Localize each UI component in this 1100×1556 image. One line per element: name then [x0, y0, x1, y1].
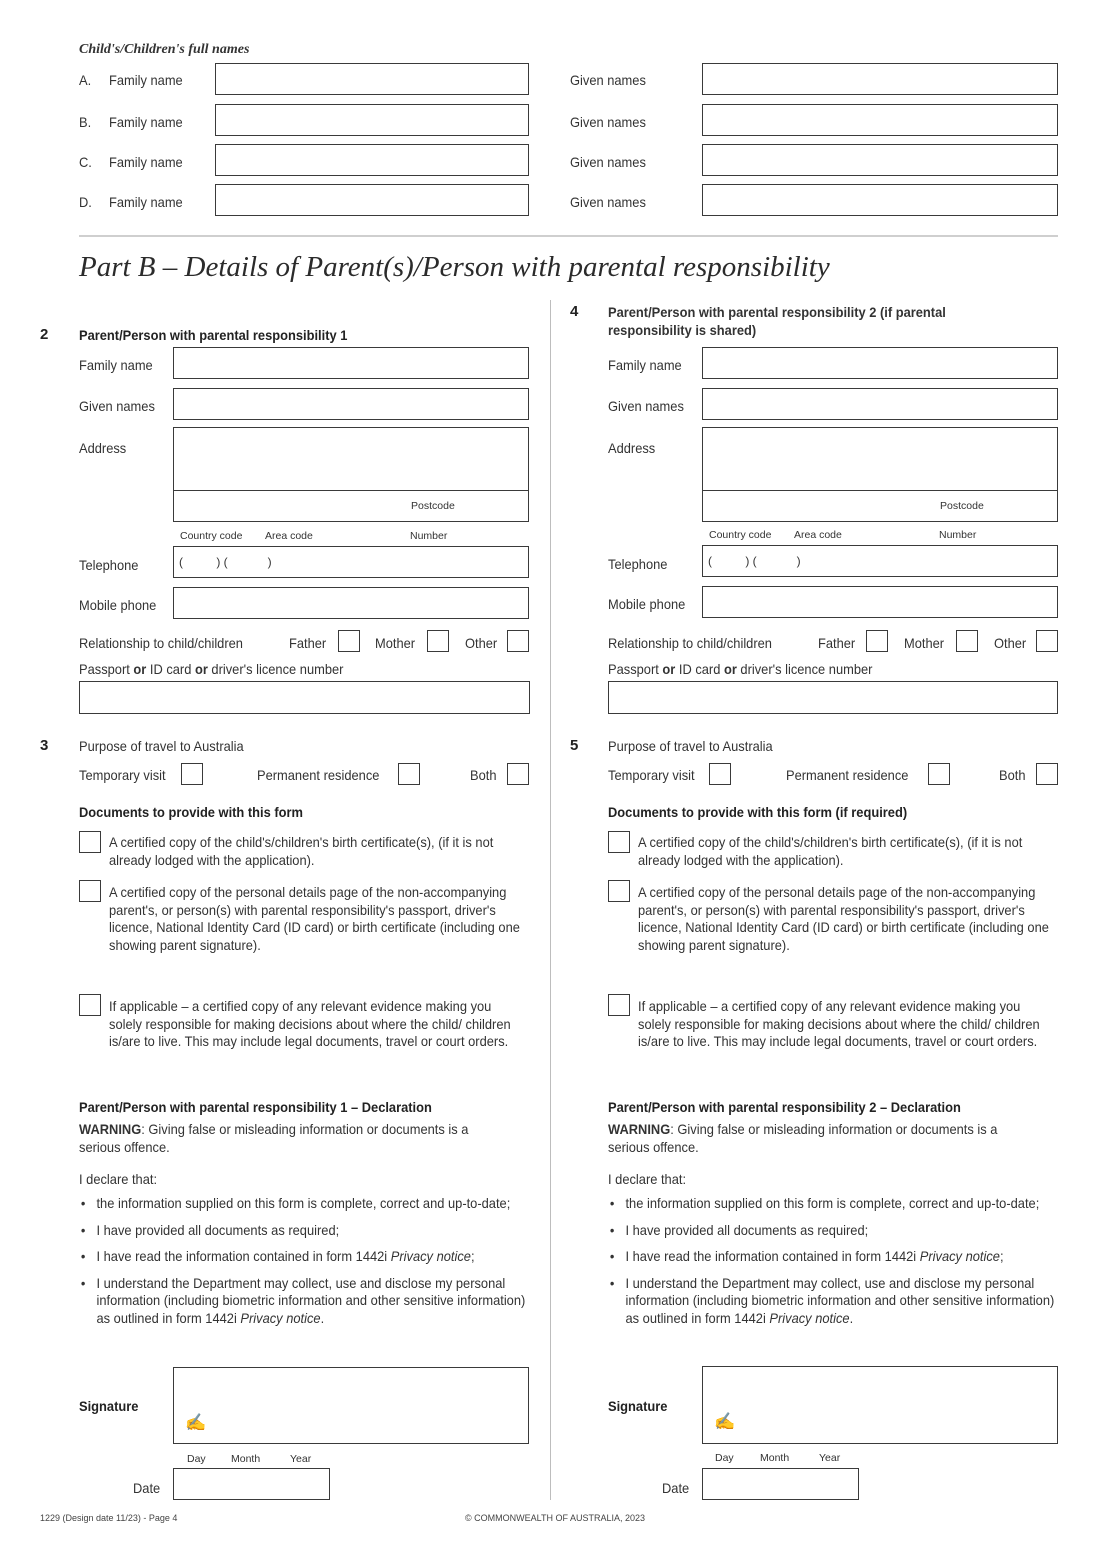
p2-doc3-text: If applicable – a certified copy of any relevant evidence making you solely responsible for making decisions about where the child/ children is/are to live. This may include legal documents, travel or court orders.	[638, 998, 1040, 1049]
row-letter-b: B.	[79, 114, 92, 130]
family-name-field-b[interactable]	[215, 104, 529, 136]
p2-address-line-3[interactable]	[702, 490, 1058, 522]
section-3-number: 3	[40, 737, 49, 754]
p2-address-line-2[interactable]	[702, 458, 1058, 491]
p1-purpose-label: Purpose of travel to Australia	[79, 738, 244, 754]
family-name-label-c: Family name	[109, 154, 183, 170]
p1-mobile-label: Mobile phone	[79, 597, 157, 613]
p2-doc1-checkbox[interactable]	[608, 831, 630, 853]
section-2-title: Parent/Person with parental responsibility 1	[79, 327, 348, 343]
p1-temporary-visit-checkbox[interactable]	[181, 763, 203, 785]
row-letter-c: C.	[79, 154, 92, 170]
p1-number-label: Number	[410, 530, 448, 542]
p1-date-label: Date	[133, 1480, 161, 1496]
p1-area-code-label: Area code	[265, 530, 313, 542]
p2-father-checkbox[interactable]	[866, 630, 888, 652]
p2-mobile-field[interactable]	[702, 586, 1058, 618]
p1-address-label: Address	[79, 440, 127, 456]
p1-declare-label: I declare that:	[79, 1171, 158, 1187]
p1-other-checkbox[interactable]	[507, 630, 529, 652]
p2-doc2-text: A certified copy of the personal details page of the non-accompanying parent's, or person(s) with parental responsibility's passport, driver's licence, National Identity Card (ID card) or birth certificate (including one showing parent signature).	[638, 884, 1049, 953]
p2-date-label: Date	[662, 1480, 690, 1496]
p2-passport-label: Passport or ID card or driver's licence number	[608, 661, 873, 677]
p2-passport-field[interactable]	[608, 681, 1058, 714]
p1-signature-label: Signature	[79, 1398, 139, 1414]
p2-telephone-label: Telephone	[608, 556, 668, 572]
p2-other-checkbox[interactable]	[1036, 630, 1058, 652]
p1-both-checkbox[interactable]	[507, 763, 529, 785]
p1-mother-label: Mother	[375, 635, 416, 651]
p1-address-line-1[interactable]	[173, 427, 529, 459]
p1-family-name-label: Family name	[79, 357, 153, 373]
p1-doc1-checkbox[interactable]	[79, 831, 101, 853]
p2-country-code-label: Country code	[709, 529, 772, 541]
p1-father-label: Father	[289, 635, 327, 651]
p1-month-label: Month	[231, 1453, 261, 1465]
p2-day-label: Day	[715, 1452, 734, 1464]
p2-father-label: Father	[818, 635, 856, 651]
family-name-label-b: Family name	[109, 114, 183, 130]
given-names-label-c: Given names	[570, 154, 646, 170]
family-name-field-d[interactable]	[215, 184, 529, 216]
p2-postcode-label: Postcode	[940, 500, 984, 512]
given-names-field-a[interactable]	[702, 63, 1058, 95]
p1-temporary-visit-label: Temporary visit	[79, 767, 166, 783]
p2-family-name-field[interactable]	[702, 347, 1058, 379]
p1-docs-heading: Documents to provide with this form	[79, 804, 303, 820]
p1-family-name-field[interactable]	[173, 347, 529, 379]
p1-year-label: Year	[290, 1453, 312, 1465]
section-2-number: 2	[40, 326, 49, 343]
p2-signature-label: Signature	[608, 1398, 668, 1414]
p1-passport-label: Passport or ID card or driver's licence number	[79, 661, 344, 677]
p2-family-name-label: Family name	[608, 357, 682, 373]
column-divider	[550, 300, 551, 1500]
given-names-field-d[interactable]	[702, 184, 1058, 216]
p2-temporary-visit-checkbox[interactable]	[709, 763, 731, 785]
p1-date-field[interactable]	[173, 1468, 330, 1500]
p1-warning-text: WARNING: Giving false or misleading information or documents is a serious offence.	[79, 1121, 469, 1155]
part-b-title: Part B – Details of Parent(s)/Person with parental responsibility	[79, 251, 830, 283]
p1-mother-checkbox[interactable]	[427, 630, 449, 652]
p2-given-names-field[interactable]	[702, 388, 1058, 420]
p2-year-label: Year	[819, 1452, 841, 1464]
p2-doc1-text: A certified copy of the child's/children's birth certificate(s), (if it is not already lodged with the application).	[638, 834, 1023, 868]
p1-signature-field[interactable]	[173, 1367, 529, 1444]
p2-bullet-1: • the information supplied on this form is complete, correct and up-to-date;	[608, 1195, 1063, 1213]
p2-telephone-pattern: ( ) ( )	[708, 554, 801, 568]
p2-relationship-label: Relationship to child/children	[608, 635, 772, 651]
signature-pen-icon: ✍	[714, 1412, 736, 1431]
p2-temporary-visit-label: Temporary visit	[608, 767, 695, 783]
p2-signature-field[interactable]	[702, 1366, 1058, 1444]
row-letter-a: A.	[79, 72, 92, 88]
p2-declaration-list	[608, 1195, 1063, 1336]
p2-area-code-label: Area code	[794, 529, 842, 541]
p1-bullet-3: • I have read the information contained in form 1442i Privacy notice;	[79, 1248, 534, 1266]
p2-declare-label: I declare that:	[608, 1171, 687, 1187]
p1-telephone-pattern: ( ) ( )	[179, 555, 272, 569]
footer-form-id: 1229 (Design date 11/23) - Page 4	[40, 1513, 178, 1523]
p2-warning-text: WARNING: Giving false or misleading information or documents is a serious offence.	[608, 1121, 998, 1155]
p2-permanent-residence-label: Permanent residence	[786, 767, 909, 783]
p1-address-line-3[interactable]	[173, 490, 529, 522]
p1-permanent-residence-label: Permanent residence	[257, 767, 380, 783]
p2-docs-heading: Documents to provide with this form (if required)	[608, 804, 908, 820]
p1-mobile-field[interactable]	[173, 587, 529, 619]
given-names-field-c[interactable]	[702, 144, 1058, 176]
p2-doc2-checkbox[interactable]	[608, 880, 630, 902]
section-4-number: 4	[570, 303, 579, 320]
p2-mother-checkbox[interactable]	[956, 630, 978, 652]
p2-date-field[interactable]	[702, 1468, 859, 1500]
p1-day-label: Day	[187, 1453, 206, 1465]
p2-given-names-label: Given names	[608, 398, 684, 414]
p1-declaration-heading: Parent/Person with parental responsibility 1 – Declaration	[79, 1099, 432, 1115]
p2-other-label: Other	[994, 635, 1027, 651]
section-5-number: 5	[570, 737, 579, 754]
row-letter-d: D.	[79, 194, 92, 210]
section-4-title: Parent/Person with parental responsibility 2 (if parental responsibility is shared)	[608, 304, 946, 338]
family-name-label-d: Family name	[109, 194, 183, 210]
p1-telephone-label: Telephone	[79, 557, 139, 573]
p2-permanent-residence-checkbox[interactable]	[928, 763, 950, 785]
p2-mother-label: Mother	[904, 635, 945, 651]
family-name-field-a[interactable]	[215, 63, 529, 95]
children-names-heading: Child's/Children's full names	[79, 42, 250, 57]
p1-both-label: Both	[470, 767, 497, 783]
p2-declaration-heading: Parent/Person with parental responsibility 2 – Declaration	[608, 1099, 961, 1115]
p1-given-names-field[interactable]	[173, 388, 529, 420]
p1-declaration-list	[79, 1195, 534, 1336]
p1-other-label: Other	[465, 635, 498, 651]
p2-doc3-checkbox[interactable]	[608, 994, 630, 1016]
signature-pen-icon: ✍	[185, 1413, 207, 1432]
p1-postcode-label: Postcode	[411, 500, 455, 512]
p2-both-label: Both	[999, 767, 1026, 783]
p2-month-label: Month	[760, 1452, 790, 1464]
p1-given-names-label: Given names	[79, 398, 155, 414]
p1-doc2-text: A certified copy of the personal details page of the non-accompanying parent's, or person(s) with parental responsibility's passport, driver's licence, National Identity Card (ID card) or birth certificate (including one showing parent signature).	[109, 884, 520, 953]
p1-doc1-text: A certified copy of the child's/children's birth certificate(s), (if it is not already lodged with the application).	[109, 834, 494, 868]
given-names-label-d: Given names	[570, 194, 646, 210]
p1-permanent-residence-checkbox[interactable]	[398, 763, 420, 785]
p1-doc2-checkbox[interactable]	[79, 880, 101, 902]
footer-copyright: © COMMONWEALTH OF AUSTRALIA, 2023	[465, 1513, 645, 1523]
given-names-label-b: Given names	[570, 114, 646, 130]
p1-bullet-2: • I have provided all documents as required;	[79, 1222, 534, 1240]
p1-relationship-label: Relationship to child/children	[79, 635, 243, 651]
p2-purpose-label: Purpose of travel to Australia	[608, 738, 773, 754]
p1-country-code-label: Country code	[180, 530, 243, 542]
given-names-field-b[interactable]	[702, 104, 1058, 136]
family-name-field-c[interactable]	[215, 144, 529, 176]
p1-doc3-checkbox[interactable]	[79, 994, 101, 1016]
p2-address-label: Address	[608, 440, 656, 456]
p2-bullet-2: • I have provided all documents as required;	[608, 1222, 1063, 1240]
p1-bullet-1: • the information supplied on this form is complete, correct and up-to-date;	[79, 1195, 534, 1213]
p2-number-label: Number	[939, 529, 977, 541]
p2-mobile-label: Mobile phone	[608, 596, 686, 612]
given-names-label-a: Given names	[570, 72, 646, 88]
p2-bullet-4: • I understand the Department may collect, use and disclose my personal information (including biometric information and other sensitive information) as outlined in form 1442i Privacy notice.	[608, 1275, 1063, 1328]
p2-both-checkbox[interactable]	[1036, 763, 1058, 785]
p1-father-checkbox[interactable]	[338, 630, 360, 652]
section-divider	[79, 235, 1058, 237]
p2-bullet-3: • I have read the information contained in form 1442i Privacy notice;	[608, 1248, 1063, 1266]
p1-passport-field[interactable]	[79, 681, 530, 714]
p1-doc3-text: If applicable – a certified copy of any relevant evidence making you solely responsible for making decisions about where the child/ children is/are to live. This may include legal documents, travel or court orders.	[109, 998, 511, 1049]
p1-bullet-4: • I understand the Department may collect, use and disclose my personal information (including biometric information and other sensitive information) as outlined in form 1442i Privacy notice.	[79, 1275, 534, 1328]
p1-address-line-2[interactable]	[173, 458, 529, 491]
family-name-label-a: Family name	[109, 72, 183, 88]
p2-address-line-1[interactable]	[702, 427, 1058, 459]
